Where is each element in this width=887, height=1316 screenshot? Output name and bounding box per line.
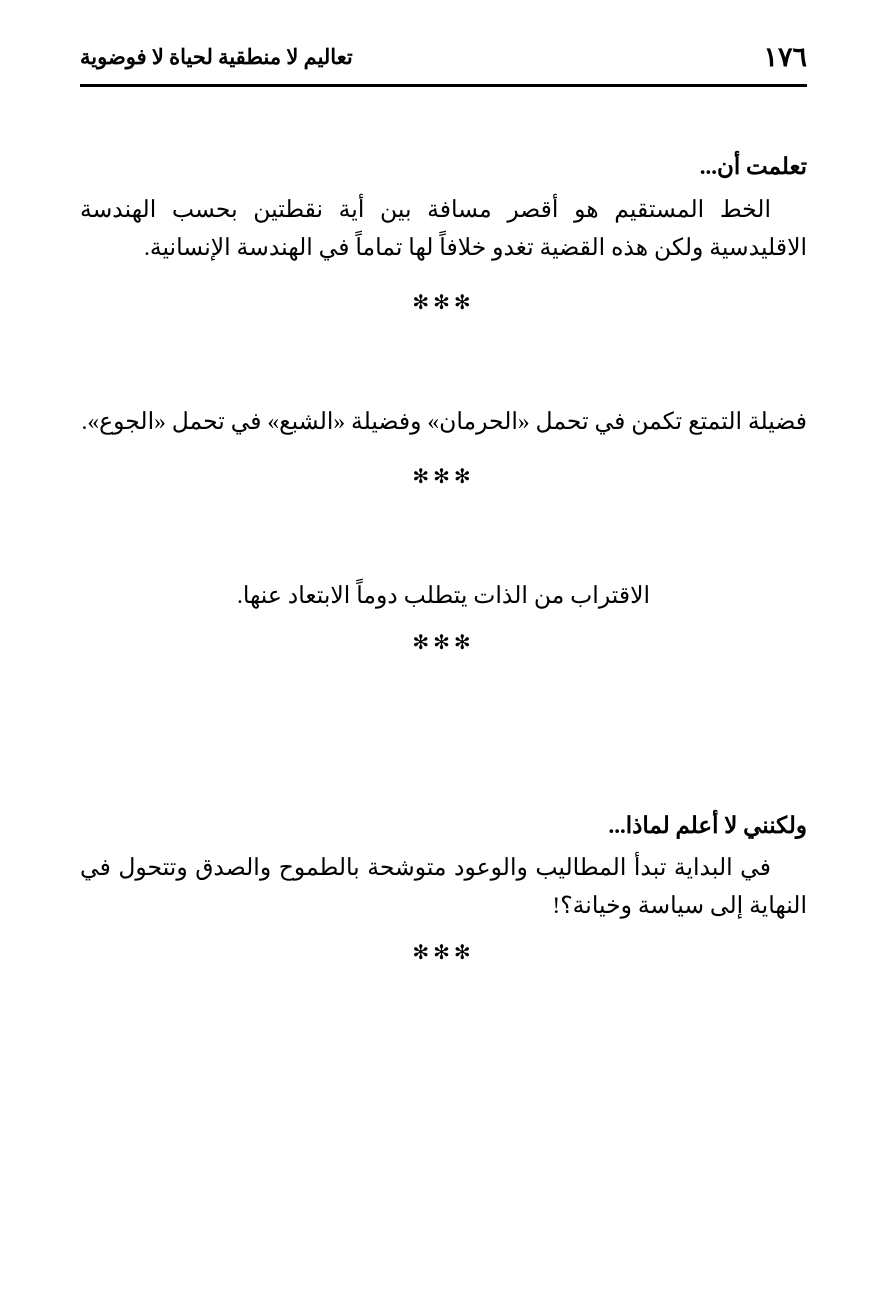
section-2 — [80, 403, 807, 487]
section-2-paragraph: فضيلة التمتع تكمن في تحمل «الحرمان» وفضيلة «الشبع» في تحمل «الجوع». — [81, 408, 807, 435]
spacer — [80, 763, 807, 809]
section-3 — [80, 577, 807, 653]
section-4-paragraph: في البداية تبدأ المطاليب والوعود متوشحة بالطموح والصدق وتتحول في النهاية إلى سياسة وخيانة؟! — [80, 855, 807, 920]
spacer — [80, 653, 807, 763]
section-3-paragraph: الاقتراب من الذات يتطلب دوماً الابتعاد عنها. — [236, 582, 651, 609]
book-title: تعاليم لا منطقية لحياة لا فوضوية — [80, 44, 353, 69]
spacer — [80, 267, 807, 293]
section-1-divider: ✻✻✻ — [412, 291, 475, 314]
page-number: ١٧٦ — [763, 41, 807, 72]
spacer — [80, 487, 807, 577]
spacer — [80, 313, 807, 403]
section-1-paragraph: الخط المستقيم هو أقصر مسافة بين أية نقطتين بحسب الهندسة الاقليدسية ولكن هذه القضية تغدو خلافاً لها تماماً في الهندسة الإنسانية. — [80, 196, 807, 261]
spacer — [80, 615, 807, 633]
page-content — [80, 150, 807, 963]
spacer — [80, 441, 807, 467]
section-3-divider: ✻✻✻ — [412, 631, 475, 654]
section-2-divider: ✻✻✻ — [412, 465, 475, 488]
header-rule — [80, 84, 807, 87]
section-4 — [80, 809, 807, 964]
running-header — [80, 34, 807, 80]
spacer — [80, 925, 807, 943]
section-1-heading: تعلمت أن... — [699, 154, 807, 179]
section-1 — [80, 150, 807, 313]
section-4-heading: ولكنني لا أعلم لماذا... — [608, 812, 807, 838]
section-4-divider: ✻✻✻ — [412, 942, 475, 965]
